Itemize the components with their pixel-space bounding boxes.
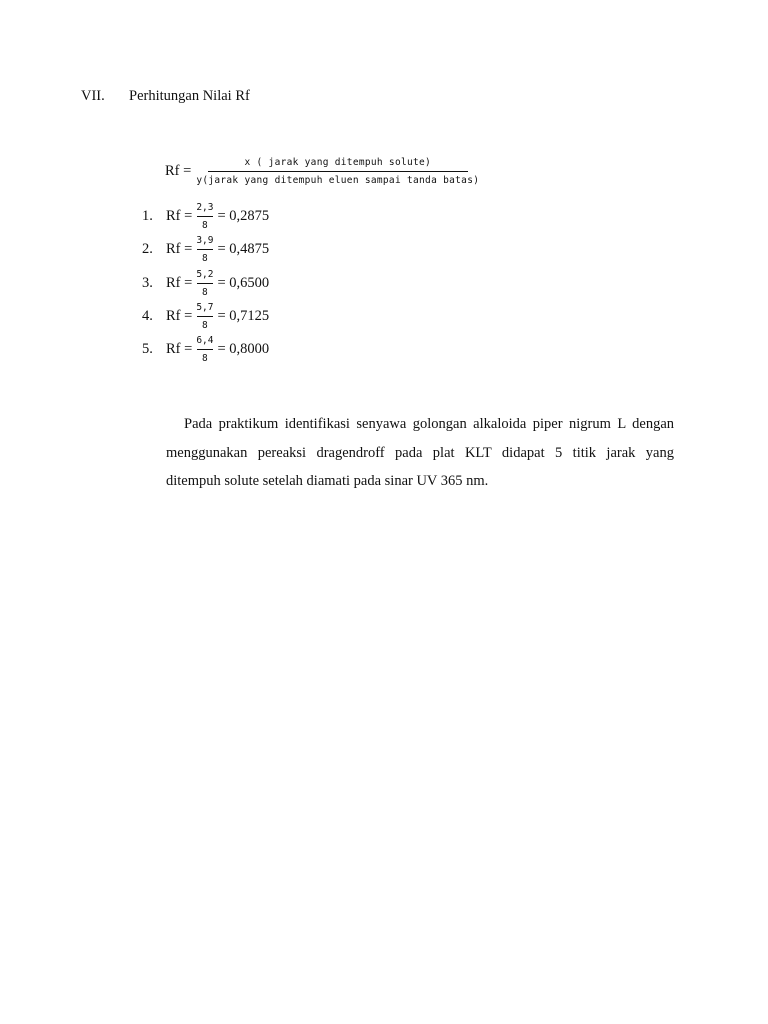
fraction-bar [197, 249, 213, 250]
fraction-bar [197, 316, 213, 317]
list-index: 5. [142, 341, 153, 358]
body-paragraph [166, 410, 674, 496]
fraction-bar [208, 171, 468, 172]
list-index: 2. [142, 241, 153, 258]
calc-result: = 0,2875 [217, 208, 270, 225]
fraction-bar [197, 283, 213, 284]
calc-numerator: 6,4 [196, 335, 214, 347]
formula-denominator: y(jarak yang ditempuh eluen sampai tanda batas) [196, 174, 480, 186]
fraction-bar [197, 216, 213, 217]
rf-calculation-item [142, 267, 269, 300]
paragraph-line: Pada praktikum identifikasi senyawa golongan alkaloida piper nigrum L dengan [184, 416, 674, 432]
calc-lhs: Rf = [166, 208, 193, 225]
rf-calculation-list [142, 200, 269, 366]
calc-lhs: Rf = [166, 308, 193, 325]
calc-numerator: 3,9 [196, 235, 214, 247]
list-index: 4. [142, 308, 153, 325]
calc-fraction [195, 268, 214, 299]
formula-numerator: x ( jarak yang ditempuh solute) [244, 156, 432, 168]
calc-fraction [195, 301, 214, 332]
calc-denominator: 8 [202, 253, 208, 265]
section-title: Perhitungan Nilai Rf [129, 88, 250, 104]
calc-denominator: 8 [202, 220, 208, 232]
calc-lhs: Rf = [166, 341, 193, 358]
calc-fraction [195, 334, 214, 365]
calc-result: = 0,7125 [217, 308, 270, 325]
paragraph-line: ditempuh solute setelah diamati pada sinar UV 365 nm. [166, 473, 489, 489]
rf-calculation-item [142, 233, 269, 266]
calc-denominator: 8 [202, 353, 208, 365]
calc-denominator: 8 [202, 320, 208, 332]
rf-calculation-item [142, 200, 269, 233]
formula-fraction [195, 156, 480, 187]
calc-fraction [195, 234, 214, 265]
calc-fraction [195, 201, 214, 232]
formula-lhs: Rf = [165, 162, 192, 179]
calc-result: = 0,4875 [217, 241, 270, 258]
calc-numerator: 5,7 [196, 302, 214, 314]
calc-lhs: Rf = [166, 274, 193, 291]
rf-formula [165, 154, 480, 188]
calc-denominator: 8 [202, 286, 208, 298]
calc-numerator: 2,3 [196, 202, 214, 214]
list-index: 3. [142, 274, 153, 291]
list-index: 1. [142, 208, 153, 225]
section-number: VII. [81, 88, 105, 104]
calc-numerator: 5,2 [196, 268, 214, 280]
calc-result: = 0,6500 [217, 274, 270, 291]
calc-result: = 0,8000 [217, 341, 270, 358]
rf-calculation-item [142, 333, 269, 366]
fraction-bar [197, 349, 213, 350]
rf-calculation-item [142, 300, 269, 333]
calc-lhs: Rf = [166, 241, 193, 258]
paragraph-line: menggunakan pereaksi dragendroff pada plat KLT didapat 5 titik jarak yang [166, 444, 674, 461]
